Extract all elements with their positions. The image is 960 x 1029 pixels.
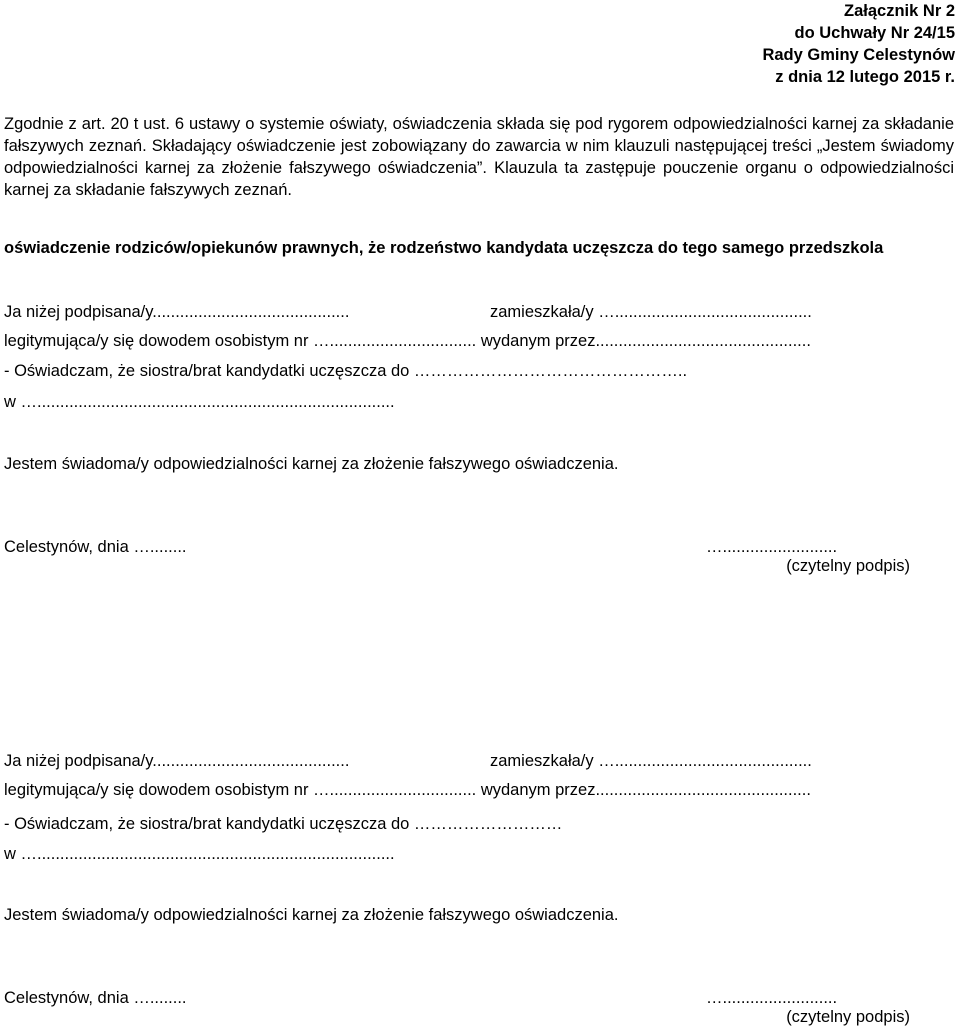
form2-place-date: Celestynów, dnia …........: [4, 989, 187, 1007]
intro-text: Zgodnie z art. 20 t ust. 6 ustawy o systemie oświaty, oświadczenia składa się pod rygorem odpowiedzialności karnej za składanie fałszywych zeznań. Składający oświadczenie jest zobowiązany do zawarcia w nim klauzuli następującej treści „Jestem świadomy odpowiedzialności karnej za złożenie fałszywego oświadczenia”. Klauzula ta zastępuje pouczenie organu o odpowiedzialności karnej za składanie fałszywych zeznań.: [4, 115, 954, 199]
form1-signature-dots: ….........................: [706, 538, 838, 556]
header-resolution-number: do Uchwały Nr 24/15: [794, 24, 955, 42]
form1-place-line: w …..............................................................................: [4, 393, 395, 411]
form2-signature-dots: ….........................: [706, 989, 838, 1007]
form1-id-line: legitymująca/y się dowodem osobistym nr …................................ wydanym przez...............................................: [4, 332, 811, 350]
form2-name-line: Ja niżej podpisana/y...........................................: [4, 752, 350, 770]
form2-signature-label: (czytelny podpis): [786, 1008, 910, 1026]
statement-heading: oświadczenie rodziców/opiekunów prawnych, że rodzeństwo kandydata uczęszcza do tego samego przedszkola: [4, 239, 884, 257]
form2-declare-line: - Oświadczam, że siostra/brat kandydatki uczęszcza do ………………………: [4, 815, 563, 833]
header-council-name: Rady Gminy Celestynów: [762, 46, 955, 64]
form1-name-line: Ja niżej podpisana/y...........................................: [4, 303, 350, 321]
form2-place-line: w …..............................................................................: [4, 845, 395, 863]
form2-residence-line: zamieszkała/y …...........................................: [490, 752, 812, 770]
form2-id-line: legitymująca/y się dowodem osobistym nr …................................ wydanym przez...............................................: [4, 781, 811, 799]
header-date: z dnia 12 lutego 2015 r.: [775, 68, 955, 86]
header-attachment-number: Załącznik Nr 2: [844, 2, 955, 20]
form1-clause: Jestem świadoma/y odpowiedzialności karnej za złożenie fałszywego oświadczenia.: [4, 455, 619, 473]
form1-declare-line: - Oświadczam, że siostra/brat kandydatki uczęszcza do …………………………………………..: [4, 362, 688, 380]
form1-place-date: Celestynów, dnia …........: [4, 538, 187, 556]
intro-paragraph: [4, 113, 954, 201]
form1-residence-line: zamieszkała/y …...........................................: [490, 303, 812, 321]
form1-signature-label: (czytelny podpis): [786, 557, 910, 575]
form2-clause: Jestem świadoma/y odpowiedzialności karnej za złożenie fałszywego oświadczenia.: [4, 906, 619, 924]
document-header: [762, 0, 955, 88]
